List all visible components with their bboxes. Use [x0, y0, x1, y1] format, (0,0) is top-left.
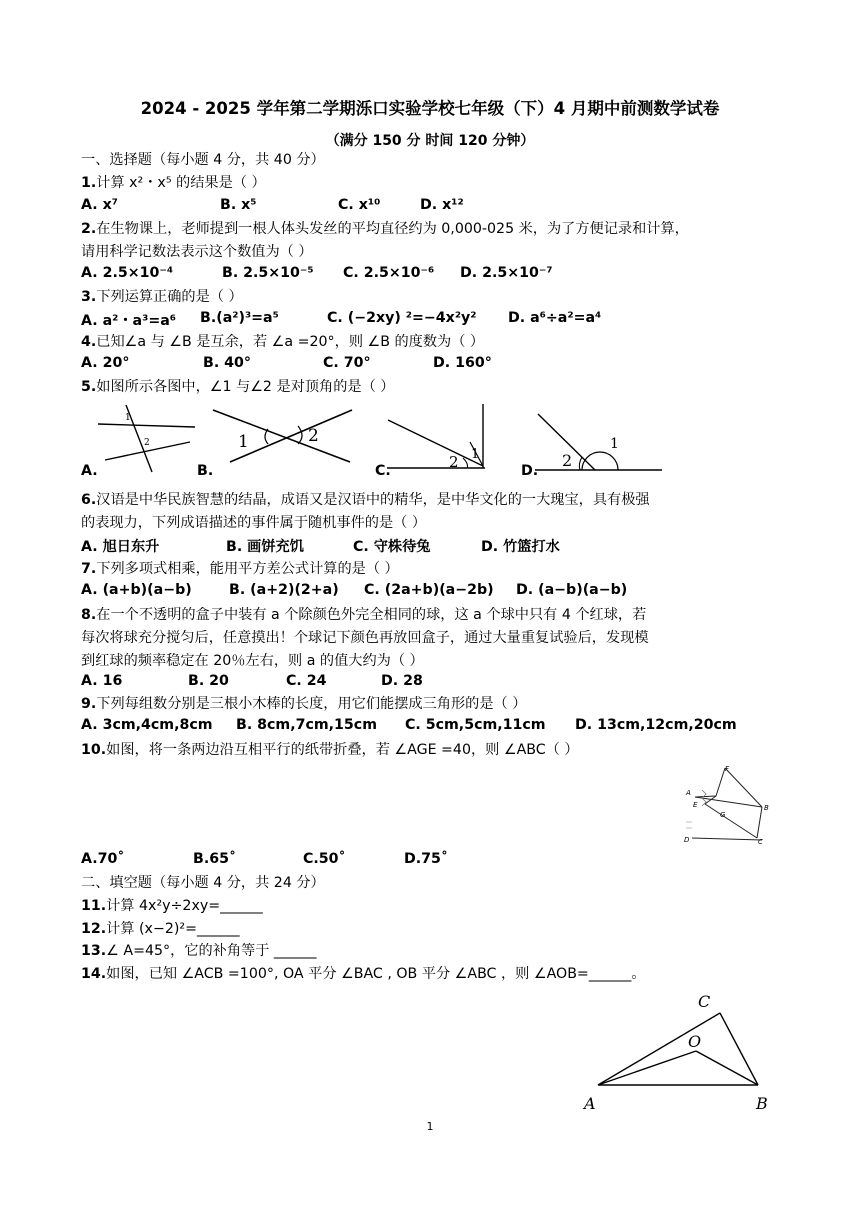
question-11: 11.计算 4x²y÷2xy=______: [81, 898, 263, 914]
paper-title: 2024 - 2025 学年第二学期泺口实验学校七年级（下）4 月期中前测数学试卷: [140, 99, 720, 118]
q7-option-d: D. (a−b)(a−b): [516, 582, 628, 598]
q14-label-a: A: [584, 1094, 596, 1113]
q5c-angle-2-label: 2: [449, 453, 459, 471]
q5d-angle-2-label: 2: [562, 451, 573, 470]
question-5: 5.如图所示各图中，∠1 与∠2 是对顶角的是（ ）: [81, 379, 395, 395]
question-7: 7.下列多项式相乘，能用平方差公式计算的是（ ）: [81, 561, 399, 577]
q2-option-d: D. 2.5×10⁻⁷: [460, 265, 553, 281]
q3-option-d: D. a⁶÷a²=a⁴: [508, 310, 602, 326]
section-1-heading: 一、选择题（每小题 4 分，共 40 分）: [81, 152, 325, 168]
question-1: 1.计算 x²・x⁵ 的结果是（ ）: [81, 175, 266, 191]
question-8-line1: 8.在一个不透明的盒子中装有 a 个除颜色外完全相同的球，这 a 个球中只有 4 个红球，若: [81, 607, 647, 623]
q1-option-c: C. x¹⁰: [338, 197, 381, 213]
question-6-line1: 6.汉语是中华民族智慧的结晶，成语又是汉语中的精华，是中华文化的一大瑰宝，具有极强: [81, 492, 650, 508]
paper-subtitle: （满分 150 分 时间 120 分钟）: [325, 133, 535, 149]
q2-option-c: C. 2.5×10⁻⁶: [343, 265, 435, 281]
q10-option-b: B.65˚: [193, 851, 237, 867]
q6-option-b: B. 画饼充饥: [226, 539, 304, 555]
q1-option-d: D. x¹²: [420, 197, 464, 213]
q4-option-d: D. 160°: [433, 355, 492, 371]
q10-option-c: C.50˚: [303, 851, 346, 867]
q5-figure-d: [530, 410, 665, 472]
q2-option-b: B. 2.5×10⁻⁵: [222, 265, 314, 281]
q7-option-a: A. (a+b)(a−b): [81, 582, 192, 598]
q8-option-b: B. 20: [188, 673, 229, 689]
q5-option-c: C.: [375, 463, 391, 479]
question-6-line2: 的表现力，下列成语描述的事件属于随机事件的是（ ）: [81, 515, 427, 531]
q7-option-b: B. (a+2)(2+a): [229, 582, 339, 598]
q5-figure-c: [385, 402, 490, 472]
q10-option-a: A.70˚: [81, 851, 125, 867]
q9-option-b: B. 8cm,7cm,15cm: [236, 717, 377, 733]
question-8-line2: 每次将球充分搅匀后，任意摸出！个球记下颜色再放回盒子，通过大量重复试验后，发现模: [81, 630, 649, 646]
q5-figure-b: [210, 402, 355, 470]
page-number: 1: [426, 1120, 434, 1133]
question-14: 14.如图，已知 ∠ACB =100°, OA 平分 ∠BAC , OB 平分 ∠ABC ，则 ∠AOB=______。: [81, 966, 646, 982]
q14-label-b: B: [756, 1094, 768, 1113]
q10-label-a: A: [686, 789, 691, 797]
q5-figure-a: [90, 400, 200, 475]
q3-option-b: B.(a²)³=a⁵: [200, 310, 279, 326]
q10-option-d: D.75˚: [404, 851, 449, 867]
q9-option-c: C. 5cm,5cm,11cm: [405, 717, 546, 733]
q5a-angle-1-label: 1: [125, 413, 131, 423]
q5-option-a: A.: [81, 463, 98, 479]
q14-triangle-figure: [580, 985, 780, 1115]
q10-label-g: G: [720, 811, 726, 819]
q1-option-b: B. x⁵: [220, 197, 257, 213]
question-2-line1: 2.在生物课上，老师提到一根人体头发丝的平均直径约为 0,000-025 米，为了方便记录和计算，: [81, 221, 689, 237]
q8-option-a: A. 16: [81, 673, 123, 689]
q6-option-d: D. 竹篮打水: [481, 539, 560, 555]
q2-option-a: A. 2.5×10⁻⁴: [81, 265, 174, 281]
question-2-line2: 请用科学记数法表示这个数值为（ ）: [81, 244, 313, 260]
q4-option-c: C. 70°: [323, 355, 371, 371]
q9-option-d: D. 13cm,12cm,20cm: [575, 717, 737, 733]
q3-option-c: C. (−2xy) ²=−4x²y²: [327, 310, 477, 326]
q10-label-e: E: [693, 801, 698, 809]
question-3: 3.下列运算正确的是（ ）: [81, 289, 243, 305]
question-9: 9.下列每组数分别是三根小木棒的长度，用它们能摆成三角形的是（ ）: [81, 696, 527, 712]
q4-option-b: B. 40°: [203, 355, 251, 371]
q5a-angle-2-label: 2: [144, 438, 150, 448]
q7-option-c: C. (2a+b)(a−2b): [364, 582, 494, 598]
q8-option-d: D. 28: [381, 673, 423, 689]
q10-label-d: D: [684, 836, 690, 844]
q5b-angle-1-label: 1: [238, 432, 249, 452]
q8-option-c: C. 24: [286, 673, 327, 689]
q1-option-a: A. x⁷: [81, 197, 118, 213]
q10-label-c: C: [758, 838, 763, 846]
q10-label-b: B: [764, 804, 769, 812]
question-8-line3: 到红球的频率稳定在 20％左右，则 a 的值大约为（ ）: [81, 653, 424, 669]
q9-option-a: A. 3cm,4cm,8cm: [81, 717, 213, 733]
question-13: 13.∠ A=45°，它的补角等于 ______: [81, 943, 317, 959]
q14-label-c: C: [698, 992, 711, 1011]
q5-option-b: B.: [197, 463, 214, 479]
q10-label-f: F: [725, 765, 730, 773]
q5-option-d: D.: [521, 463, 539, 479]
q4-option-a: A. 20°: [81, 355, 130, 371]
question-10: 10.如图，将一条两边沿互相平行的纸带折叠，若 ∠AGE =40，则 ∠ABC（ ）: [81, 742, 579, 758]
q6-option-a: A. 旭日东升: [81, 539, 160, 555]
q5c-angle-1-label: 1: [471, 447, 480, 462]
question-12: 12.计算 (x−2)²=______: [81, 921, 240, 937]
q3-option-a: A. a²・a³=a⁶: [81, 313, 177, 329]
q6-option-c: C. 守株待兔: [353, 539, 431, 555]
section-2-heading: 二、填空题（每小题 4 分，共 24 分）: [81, 875, 325, 891]
q14-label-o: O: [688, 1032, 702, 1051]
q5b-angle-2-label: 2: [308, 426, 319, 446]
question-4: 4.已知∠a 与 ∠B 是互余，若 ∠a =20°，则 ∠B 的度数为（ ）: [81, 334, 485, 350]
q10-figure: [680, 762, 780, 847]
q5d-angle-1-label: 1: [610, 436, 619, 452]
